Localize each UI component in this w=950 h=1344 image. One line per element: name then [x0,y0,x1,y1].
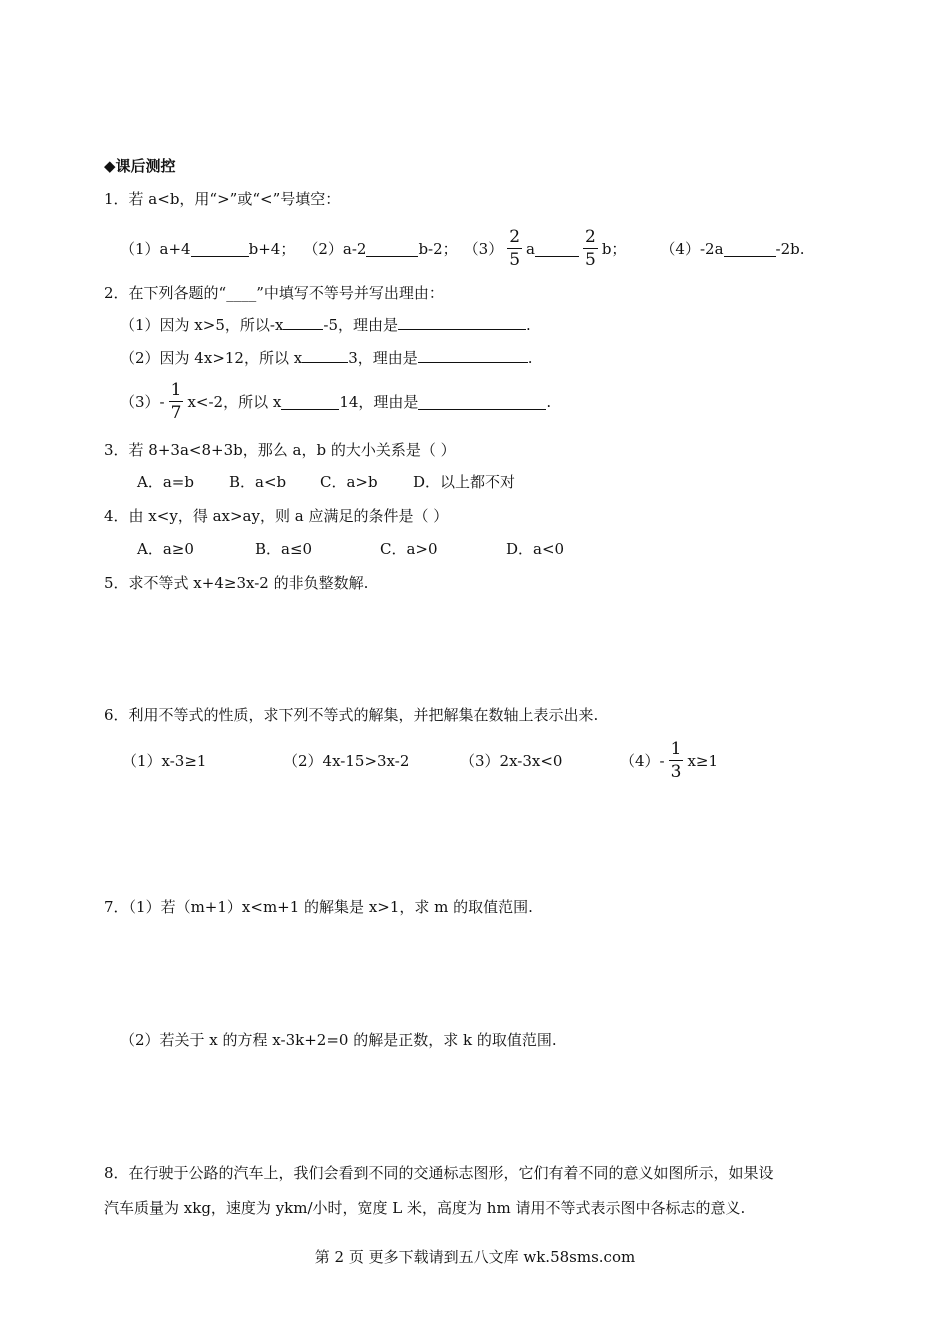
q1-p4: （4）-2a [660,240,724,258]
q8-line-1: 8．在行驶于公路的汽车上，我们会看到不同的交通标志图形，它们有着不同的意义如图所示，如果设 [104,1164,774,1182]
q1-p1: （1）a+4 [120,240,191,258]
q1-p4-rhs: -2b. [775,240,805,258]
q6-part-2: （2）4x-15>3x-2 [283,752,410,770]
q2-sub3: （3）- $\frac{1}{7}$ x<-2，所以 x 14，理由是 . [120,380,552,423]
q2-blank-2[interactable] [302,348,348,363]
section-title: ◆课后测控 [104,157,176,175]
q5-stem: 5．求不等式 x+4≥3x-2 的非负整数解. [104,574,369,592]
q6-part-4: （4）- $\frac{1}{3}$ x≥1 [620,739,719,782]
q2-reason-1[interactable] [398,315,526,330]
q2-stem: 2．在下列各题的“____”中填写不等号并写出理由： [104,284,444,302]
q6-part-1: （1）x-3≥1 [122,752,207,770]
q1-blank-3[interactable] [535,242,579,257]
q2-sub2: （2）因为 4x>12，所以 x 3，理由是 . [120,349,533,367]
page-footer: 第 2 页 更多下载请到五八文库 wk.58sms.com [314,1248,636,1266]
q3-option-b[interactable]: B．a<b [229,473,287,491]
q1-p2: （2）a-2 [303,240,367,258]
q4-option-a[interactable]: A．a≥0 [137,540,194,558]
q6-stem: 6．利用不等式的性质，求下列不等式的解集，并把解集在数轴上表示出来. [104,706,599,724]
q1-parts [120,224,805,274]
q1-blank-2[interactable] [366,242,418,257]
q6-part-3: （3）2x-3x<0 [460,752,563,770]
q3-option-c[interactable]: C．a>b [320,473,378,491]
q7-part-2: （2）若关于 x 的方程 x-3k+2=0 的解是正数，求 k 的取值范围. [120,1031,557,1049]
q3-option-a[interactable]: A．a=b [137,473,194,491]
q7-part-1: 7．（1）若（m+1）x<m+1 的解集是 x>1，求 m 的取值范围. [104,898,533,916]
q2-blank-3[interactable] [281,395,339,410]
q2-sub1: （1）因为 x>5，所以-x -5，理由是 . [120,316,531,334]
q6-fraction: $\frac{1}{3}$ [670,739,682,782]
q4-option-d[interactable]: D．a<0 [506,540,565,558]
q1-stem: 1．若 a<b，用“>”或“<”号填空： [104,190,341,208]
q1-p2-rhs: b-2； [418,240,458,258]
q1-fraction-a: $\frac{2}{5}$ [509,227,521,270]
q2-reason-2[interactable] [418,348,528,363]
q8-line-2: 汽车质量为 xkg，速度为 ykm/小时，宽度 L 米，高度为 hm 请用不等式表示图中各标志的意义. [104,1199,746,1217]
q1-p3-a: a [526,240,535,258]
q2-fraction: $\frac{1}{7}$ [170,380,182,423]
q2-reason-3[interactable] [418,395,546,410]
q1-blank-4[interactable] [724,242,776,257]
q1-fraction-b: $\frac{2}{5}$ [584,227,596,270]
q3-option-d[interactable]: D．以上都不对 [413,473,516,491]
q2-blank-1[interactable] [283,315,323,330]
q4-stem: 4．由 x<y，得 ax>ay，则 a 应满足的条件是（ ） [104,507,449,525]
q1-p3: （3） [463,240,504,258]
q3-stem: 3．若 8+3a<8+3b，那么 a，b 的大小关系是（ ） [104,441,456,459]
q1-p3-b: b； [601,240,627,258]
q4-option-c[interactable]: C．a>0 [380,540,438,558]
q1-p1-rhs: b+4； [248,240,296,258]
q4-option-b[interactable]: B．a≤0 [255,540,313,558]
q1-blank-1[interactable] [191,242,249,257]
